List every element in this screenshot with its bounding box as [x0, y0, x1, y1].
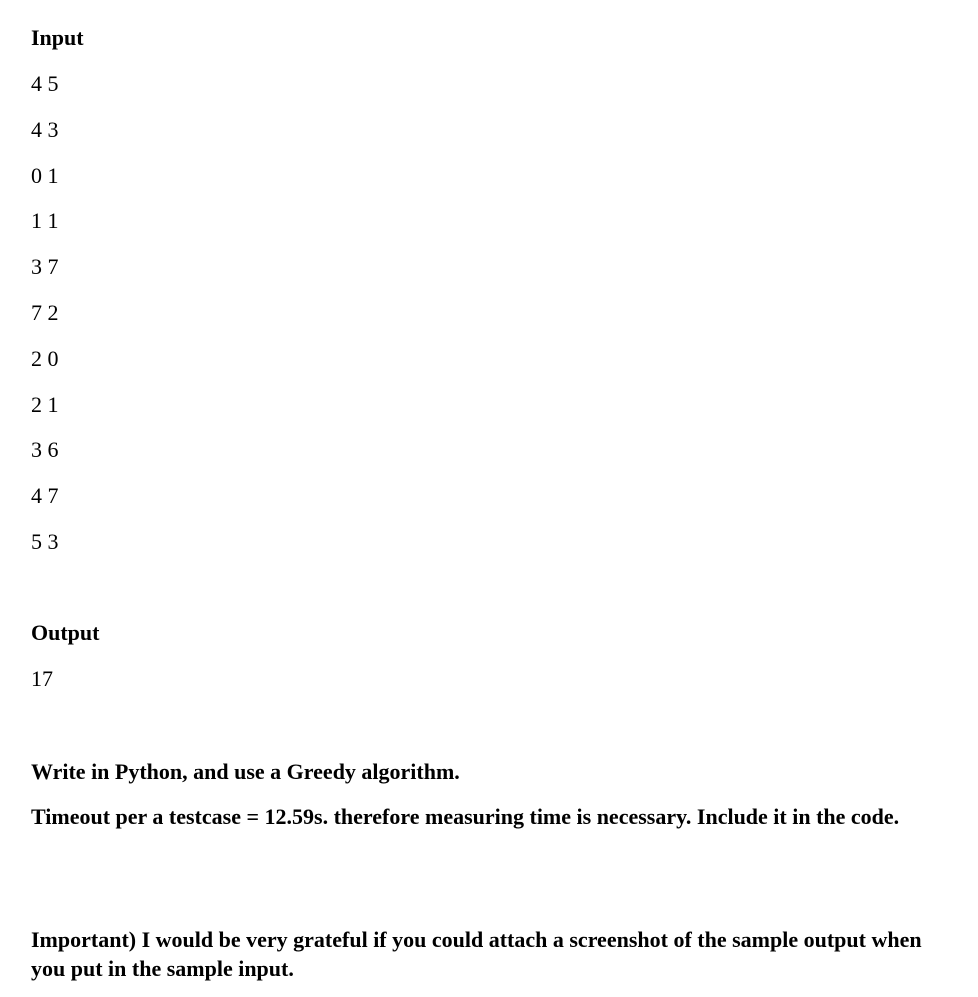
input-line-7: 2 0	[31, 346, 59, 371]
output-heading: Output	[31, 620, 100, 645]
input-line-6: 7 2	[31, 300, 59, 325]
input-line-1: 4 5	[31, 71, 59, 96]
timeout-note: Timeout per a testcase = 12.59s. therefore measuring time is necessary. Include it in the code.	[31, 804, 900, 829]
input-line-9: 3 6	[31, 437, 59, 462]
input-line-5: 3 7	[31, 254, 59, 279]
input-line-8: 2 1	[31, 392, 59, 417]
language-note: Write in Python, and use a Greedy algorithm.	[31, 759, 460, 784]
output-value: 17	[31, 666, 53, 691]
input-line-11: 5 3	[31, 529, 59, 554]
input-line-3: 0 1	[31, 163, 59, 188]
input-heading: Input	[31, 25, 84, 50]
input-line-4: 1 1	[31, 208, 59, 233]
input-line-10: 4 7	[31, 483, 59, 508]
input-line-2: 4 3	[31, 117, 59, 142]
important-note: Important) I would be very grateful if you could attach a screenshot of the sample output when you put in the sample input.	[31, 927, 922, 981]
